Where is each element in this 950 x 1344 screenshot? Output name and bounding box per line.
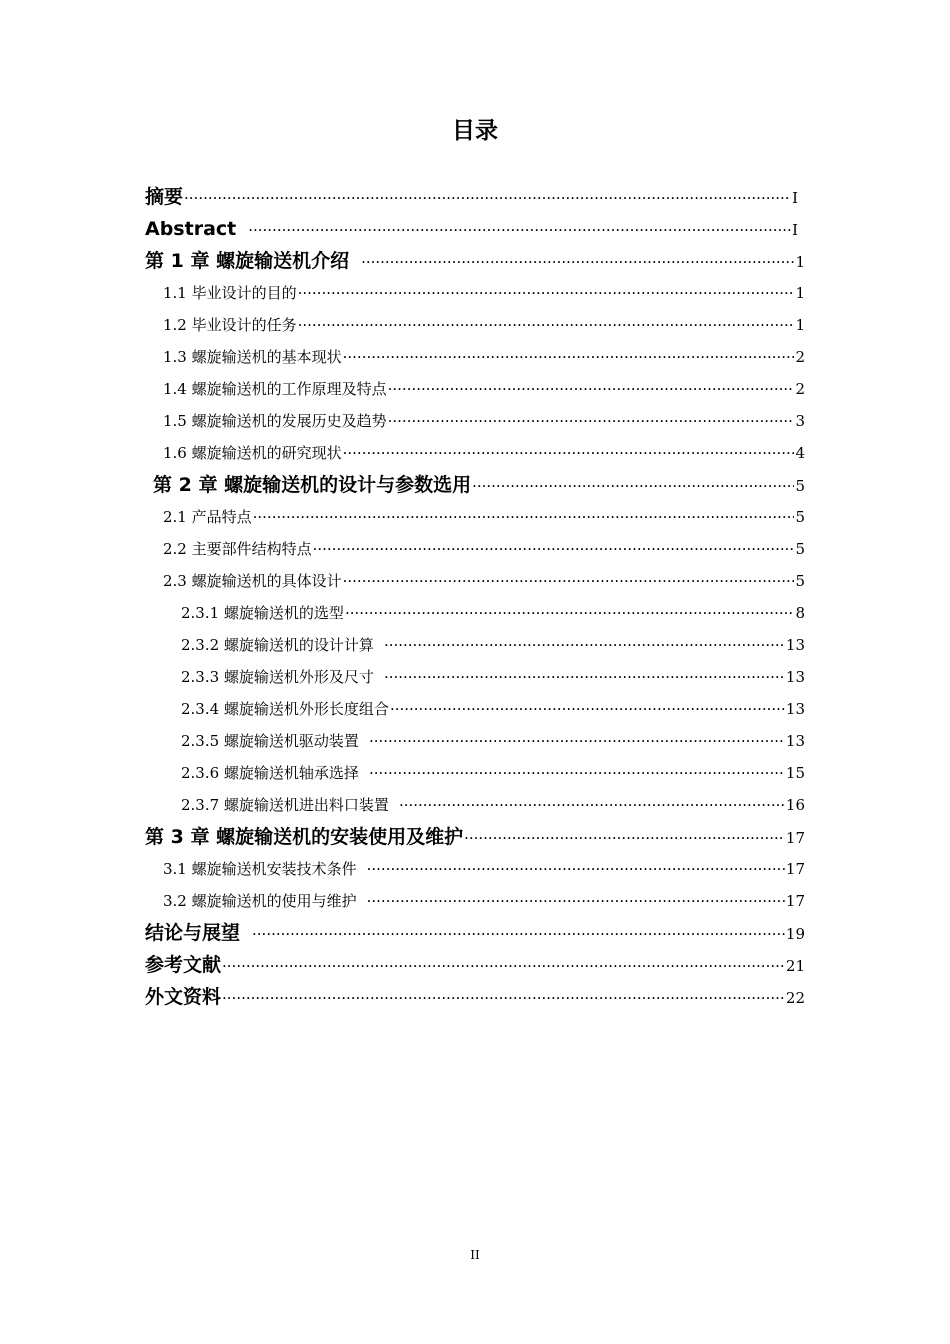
- toc-leader: [388, 405, 795, 437]
- toc-entry-label: 2.3.7 螺旋输送机进出料口装置: [181, 796, 389, 814]
- toc-entry-2-3-6[interactable]: [181, 757, 805, 789]
- toc-leader: [390, 693, 785, 725]
- toc-leader: [298, 309, 795, 341]
- toc-entry-2-3-2[interactable]: [181, 629, 805, 661]
- toc-entry-2-3[interactable]: [163, 565, 805, 597]
- toc-entry-label: 1.5 螺旋输送机的发展历史及趋势: [163, 412, 387, 430]
- page-title: 目录: [452, 118, 498, 144]
- toc-entry-2-3-5[interactable]: [181, 725, 805, 757]
- toc-entry-page: 17: [785, 892, 805, 910]
- toc-entry-foreign-material[interactable]: [145, 981, 805, 1013]
- toc-leader: [384, 629, 785, 661]
- toc-entry-2-2[interactable]: [163, 533, 805, 565]
- toc-entry-page: 5: [795, 508, 805, 526]
- toc-leader: [253, 501, 795, 533]
- toc-entry-2-3-3[interactable]: [181, 661, 805, 693]
- toc-leader: [369, 757, 785, 789]
- toc-entry-label: 2.3.3 螺旋输送机外形及尺寸: [181, 668, 374, 686]
- toc-entry-page: 5: [795, 540, 805, 558]
- toc-leader: [367, 853, 785, 885]
- toc-entry-label: 2.3.6 螺旋输送机轴承选择: [181, 764, 359, 782]
- toc-entry-page: 13: [785, 732, 805, 750]
- toc-entry-label: 1.4 螺旋输送机的工作原理及特点: [163, 380, 387, 398]
- toc-leader: [343, 437, 795, 469]
- toc-entry-references[interactable]: [145, 949, 805, 981]
- toc-entry-label: 外文资料: [145, 986, 222, 1008]
- toc-entry-label: 结论与展望: [145, 922, 241, 944]
- toc-entry-1-3[interactable]: [163, 341, 805, 373]
- toc-leader: [222, 982, 785, 1013]
- toc-leader: [367, 885, 785, 917]
- toc-entry-1-6[interactable]: [163, 437, 805, 469]
- toc-leader: [464, 822, 785, 853]
- toc-entry-page: 1: [795, 284, 805, 302]
- toc-entry-page: 1: [795, 316, 805, 334]
- toc-entry-chapter-2[interactable]: [153, 469, 805, 501]
- toc-entry-1-1[interactable]: [163, 277, 805, 309]
- toc-entry-page: 5: [795, 572, 805, 590]
- toc-entry-label: 第 1 章 螺旋输送机介绍: [145, 250, 350, 272]
- toc-leader: [248, 214, 791, 245]
- toc-entry-page: 4: [795, 444, 805, 462]
- toc-leader: [184, 182, 791, 213]
- toc-entry-page: 13: [785, 668, 805, 686]
- toc-leader: [222, 950, 785, 981]
- toc-entry-page: 17: [785, 829, 805, 847]
- toc-leader: [369, 725, 785, 757]
- toc-entry-abstract-cn[interactable]: [145, 181, 798, 213]
- toc-entry-1-5[interactable]: [163, 405, 805, 437]
- toc-entry-page: 1: [795, 253, 805, 271]
- toc-entry-page: 5: [795, 477, 805, 495]
- toc-leader: [313, 533, 795, 565]
- toc-entry-label: 1.1 毕业设计的目的: [163, 284, 297, 302]
- toc-entry-page: 3: [795, 412, 805, 430]
- toc-leader: [343, 565, 795, 597]
- toc-entry-page: I: [792, 189, 798, 207]
- toc-leader: [252, 918, 785, 949]
- toc-entry-page: 15: [785, 764, 805, 782]
- toc-entry-1-4[interactable]: [163, 373, 805, 405]
- toc-entry-label: 2.2 主要部件结构特点: [163, 540, 312, 558]
- toc-entry-page: 2: [795, 348, 805, 366]
- toc-entry-label: Abstract: [145, 218, 237, 240]
- toc-entry-page: 17: [785, 860, 805, 878]
- toc-leader: [388, 373, 795, 405]
- toc-entry-page: 21: [785, 957, 805, 975]
- toc-entry-label: 2.3.2 螺旋输送机的设计计算: [181, 636, 374, 654]
- toc-entry-conclusion[interactable]: [145, 917, 805, 949]
- toc-entry-page: 13: [785, 636, 805, 654]
- toc-entry-label: 2.3.1 螺旋输送机的选型: [181, 604, 344, 622]
- toc-entry-page: 22: [785, 989, 805, 1007]
- toc-entry-2-3-4[interactable]: [181, 693, 805, 725]
- toc-entry-1-2[interactable]: [163, 309, 805, 341]
- toc-entry-2-3-7[interactable]: [181, 789, 805, 821]
- toc-entry-label: 摘要: [145, 186, 184, 208]
- toc-entry-label: 3.1 螺旋输送机安装技术条件: [163, 860, 357, 878]
- toc-entry-label: 第 3 章 螺旋输送机的安装使用及维护: [145, 826, 464, 848]
- toc-entry-page: 19: [785, 925, 805, 943]
- toc-entry-label: 1.2 毕业设计的任务: [163, 316, 297, 334]
- toc-entry-abstract-en[interactable]: [145, 213, 798, 245]
- toc-entry-page: 2: [795, 380, 805, 398]
- toc-entry-chapter-1[interactable]: [145, 245, 805, 277]
- toc-leader: [361, 246, 794, 277]
- toc-leader: [399, 789, 785, 821]
- toc-entry-label: 第 2 章 螺旋输送机的设计与参数选用: [153, 474, 472, 496]
- toc-entry-label: 1.6 螺旋输送机的研究现状: [163, 444, 342, 462]
- toc-entry-chapter-3[interactable]: [145, 821, 805, 853]
- toc-entry-label: 2.3 螺旋输送机的具体设计: [163, 572, 342, 590]
- toc-entry-3-1[interactable]: [163, 853, 805, 885]
- toc-entry-label: 1.3 螺旋输送机的基本现状: [163, 348, 342, 366]
- toc-leader: [384, 661, 785, 693]
- toc-entry-2-1[interactable]: [163, 501, 805, 533]
- toc-entry-label: 3.2 螺旋输送机的使用与维护: [163, 892, 357, 910]
- toc-entry-2-3-1[interactable]: [181, 597, 805, 629]
- toc-leader: [472, 470, 794, 501]
- toc-entry-page: 16: [785, 796, 805, 814]
- toc-entry-page: 13: [785, 700, 805, 718]
- toc-leader: [343, 341, 795, 373]
- footer-page-number: II: [470, 1248, 480, 1262]
- toc-entry-label: 2.3.5 螺旋输送机驱动装置: [181, 732, 359, 750]
- toc-entry-label: 2.1 产品特点: [163, 508, 252, 526]
- toc-entry-label: 参考文献: [145, 954, 222, 976]
- toc-entry-3-2[interactable]: [163, 885, 805, 917]
- toc-entry-label: 2.3.4 螺旋输送机外形长度组合: [181, 700, 389, 718]
- toc-leader: [298, 277, 795, 309]
- toc-entry-page: 8: [795, 604, 805, 622]
- toc-entry-page: I: [792, 221, 798, 239]
- toc-leader: [345, 597, 795, 629]
